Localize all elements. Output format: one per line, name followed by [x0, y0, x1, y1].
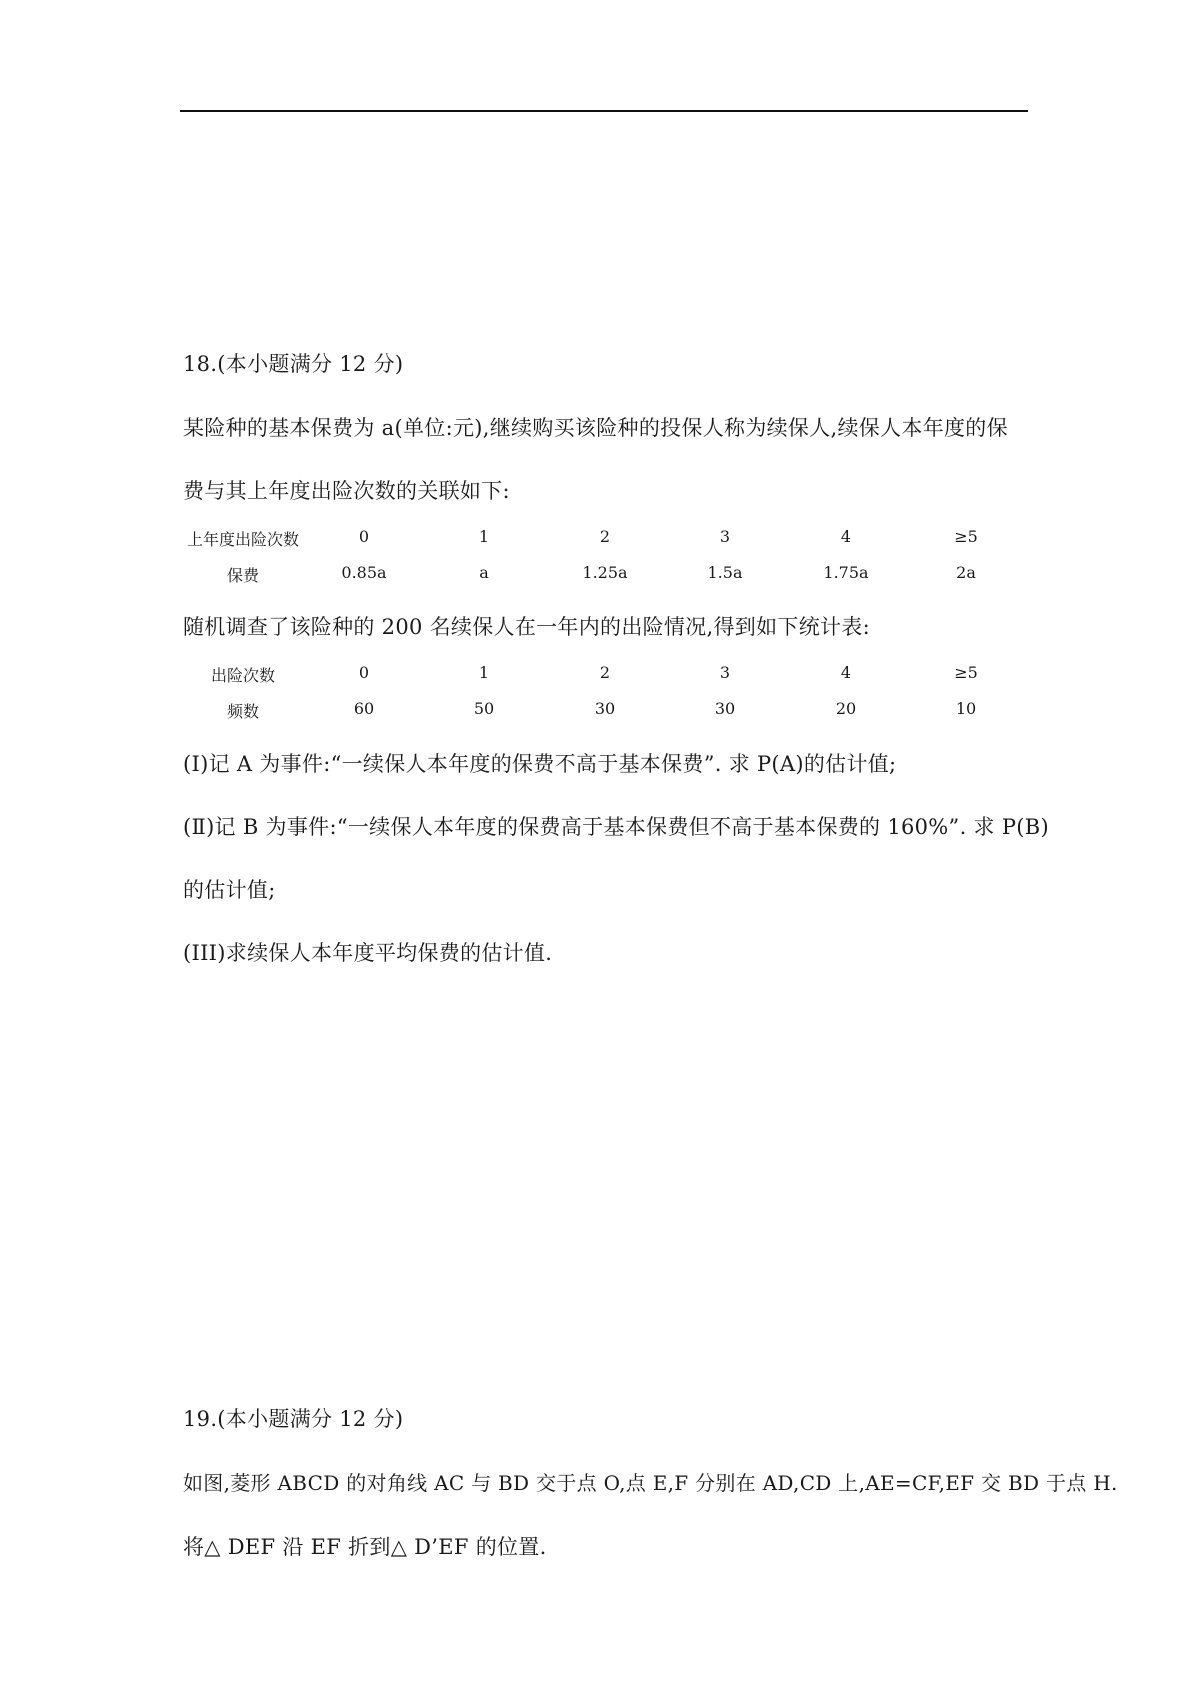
premium-table-row-claims — [183, 527, 1029, 551]
table-cell: 30 — [594, 699, 616, 718]
premium-table-row-premium — [183, 563, 1029, 587]
table-cell: 0 — [358, 663, 370, 682]
q18-title: 18.(本小题满分 12 分) — [183, 352, 404, 376]
q18-part-3: (III)求续保人本年度平均保费的估计值. — [183, 941, 553, 965]
table-cell: 30 — [714, 699, 736, 718]
table-cell: 2 — [599, 663, 611, 682]
table-cell: 50 — [473, 699, 495, 718]
table-cell: 4 — [840, 663, 852, 682]
frequency-table-label-claims: 出险次数 — [210, 666, 275, 685]
table-cell: 1.25a — [582, 563, 628, 582]
q18-part-2b: 的估计值; — [183, 878, 276, 902]
table-cell: ≥5 — [954, 527, 978, 546]
q19-title: 19.(本小题满分 12 分) — [183, 1407, 404, 1431]
premium-table-label-premium: 保费 — [226, 566, 259, 585]
q18-part-1: (Ⅰ)记 A 为事件:“一续保人本年度的保费不高于基本保费”. 求 P(A)的估计值; — [183, 752, 897, 776]
q18-line-3: 随机调查了该险种的 200 名续保人在一年内的出险情况,得到如下统计表: — [183, 615, 870, 639]
q18-part-2a: (Ⅱ)记 B 为事件:“一续保人本年度的保费高于基本保费但不高于基本保费的 160%”. 求 P(B) — [183, 815, 1049, 839]
frequency-table-row-claims — [183, 663, 1029, 687]
table-cell: 1.5a — [707, 563, 743, 582]
table-cell: 0.85a — [341, 563, 387, 582]
premium-table-label-claims: 上年度出险次数 — [186, 530, 299, 549]
frequency-table-label-count: 频数 — [226, 702, 259, 721]
frequency-table-row-count — [183, 699, 1029, 723]
table-cell: 3 — [719, 663, 731, 682]
q18-line-1: 某险种的基本保费为 a(单位:元),继续购买该险种的投保人称为续保人,续保人本年度的保 — [183, 416, 1008, 440]
table-cell: 20 — [835, 699, 857, 718]
q19-line-1: 如图,菱形 ABCD 的对角线 AC 与 BD 交于点 O,点 E,F 分别在 AD,CD 上,AE=CF,EF 交 BD 于点 H. — [183, 1471, 1118, 1495]
table-cell: 3 — [719, 527, 731, 546]
table-cell: 1 — [478, 527, 490, 546]
table-cell: a — [479, 563, 489, 582]
table-cell: 2a — [956, 563, 976, 582]
q19-line-2: 将△ DEF 沿 EF 折到△ D’EF 的位置. — [183, 1535, 547, 1559]
table-cell: 1.75a — [823, 563, 869, 582]
table-cell: 1 — [478, 663, 490, 682]
table-cell: ≥5 — [954, 663, 978, 682]
table-cell: 60 — [353, 699, 375, 718]
header-rule — [180, 110, 1028, 112]
table-cell: 10 — [955, 699, 977, 718]
table-cell: 4 — [840, 527, 852, 546]
table-cell: 2 — [599, 527, 611, 546]
q18-line-2: 费与其上年度出险次数的关联如下: — [183, 479, 510, 503]
table-cell: 0 — [358, 527, 370, 546]
